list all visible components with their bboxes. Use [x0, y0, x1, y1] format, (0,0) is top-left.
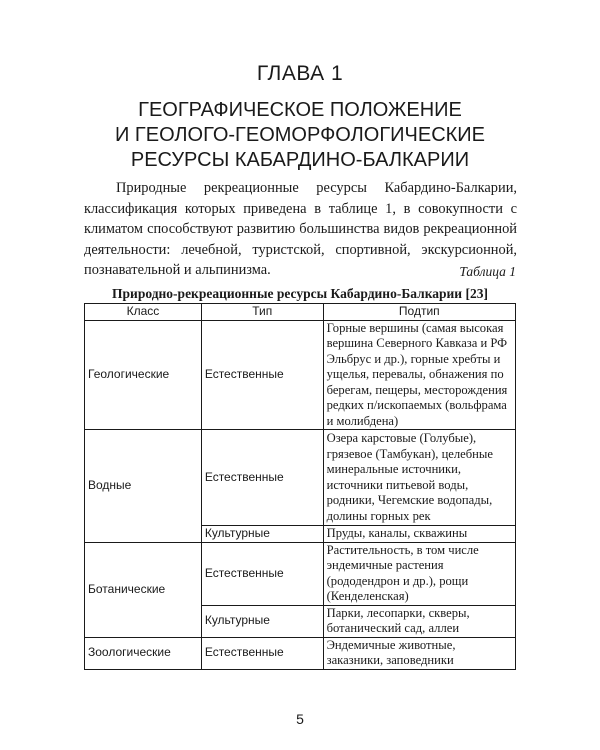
table-header-row	[85, 304, 516, 321]
intro-paragraph-block	[84, 178, 517, 281]
chapter-title-line: ГЕОГРАФИЧЕСКОЕ ПОЛОЖЕНИЕ	[138, 99, 462, 121]
chapter-title-line: И ГЕОЛОГО-ГЕОМОРФОЛОГИЧЕСКИЕ	[115, 124, 485, 146]
type-cell: Естественные	[201, 320, 323, 430]
table-label: Таблица 1	[459, 264, 516, 279]
class-cell: Геологические	[85, 320, 202, 430]
header-type: Тип	[201, 304, 323, 321]
page-number: 5	[296, 711, 304, 727]
table-caption: Природно-рекреационные ресурсы Кабардино-Балкарии [23]	[112, 286, 488, 301]
subtype-cell: Пруды, каналы, скважины	[323, 526, 515, 543]
table-row	[85, 320, 516, 430]
header-subtype: Подтип	[323, 304, 515, 321]
type-cell: Культурные	[201, 605, 323, 637]
type-cell: Культурные	[201, 526, 323, 543]
subtype-cell: Озера карстовые (Голубые), грязевое (Тамбукан), целебные минеральные источники, источники питьевой воды, родники, Чегемские водопады, долины горных рек	[323, 430, 515, 526]
type-cell: Естественные	[201, 430, 323, 526]
resources-table	[84, 303, 516, 670]
intro-paragraph: Природные рекреационные ресурсы Кабардино-Балкарии, классификация которых приведена в таблице 1, в совокупности с климатом способствуют развитию большинства видов рекреационной деятельности: лечебной, туристской, спортивной, экскурсионной, познавательной и альпинизма.	[84, 180, 517, 278]
header-class: Класс	[85, 304, 202, 321]
chapter-title-line: РЕСУРСЫ КАБАРДИНО-БАЛКАРИИ	[130, 149, 470, 171]
chapter-title	[0, 98, 600, 173]
table-row	[85, 542, 516, 605]
class-cell: Ботанические	[85, 542, 202, 637]
chapter-heading: ГЛАВА 1	[256, 62, 344, 85]
subtype-cell: Эндемичные животные, заказники, заповедники	[323, 637, 515, 669]
subtype-cell: Парки, лесопарки, скверы, ботанический сад, аллеи	[323, 605, 515, 637]
class-cell: Зоологические	[85, 637, 202, 669]
table-row	[85, 430, 516, 526]
subtype-cell: Растительность, в том числе эндемичные растения (рододендрон и др.), рощи (Кенделенская)	[323, 542, 515, 605]
subtype-cell: Горные вершины (самая высокая вершина Северного Кавказа и РФ Эльбрус и др.), горные хребты и ущелья, перевалы, обнажения по берегам, пещеры, месторождения редких п/ископаемых (вольфрама и молибдена)	[323, 320, 515, 430]
type-cell: Естественные	[201, 637, 323, 669]
table-row	[85, 637, 516, 669]
type-cell: Естественные	[201, 542, 323, 605]
class-cell: Водные	[85, 430, 202, 543]
